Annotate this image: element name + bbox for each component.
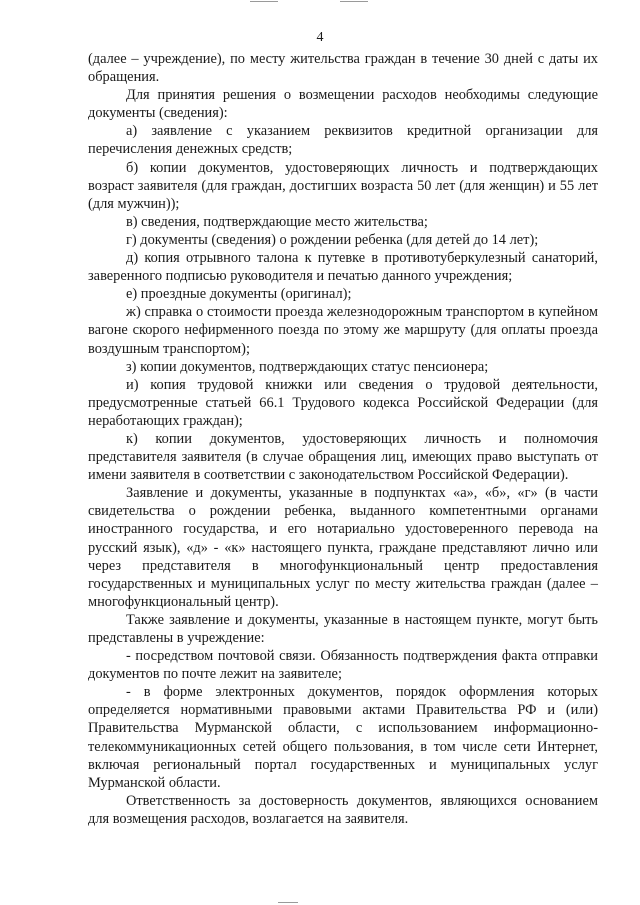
list-item-a: а) заявление с указанием реквизитов кредитной организации для перечисления денежных средств; bbox=[88, 123, 598, 158]
list-item-zh: ж) справка о стоимости проезда железнодорожным транспортом в купейном вагоне скорого нефирменного поезда по этому же маршруту (для оплаты проезда воздушным транспортом); bbox=[88, 304, 598, 357]
list-item-v: в) сведения, подтверждающие место жительства; bbox=[126, 213, 428, 230]
paragraph-responsibility: Ответственность за достоверность документов, являющихся основанием для возмещения расходов, возлагается на заявителя. bbox=[88, 792, 598, 827]
list-item-i: и) копия трудовой книжки или сведения о трудовой деятельности, предусмотренные статьей 66.1 Трудового кодекса Российской Федерации (для неработающих граждан); bbox=[88, 376, 598, 429]
list-item-d: д) копия отрывного талона к путевке в противотуберкулезный санаторий, заверенного подписью руководителя и печатью данного учреждения; bbox=[88, 250, 598, 285]
page-number: 4 bbox=[316, 30, 324, 45]
document-body bbox=[88, 50, 598, 828]
paragraph-submission-mfc: Заявление и документы, указанные в подпунктах «а», «б», «г» (в части свидетельства о рождении ребенка, выданного компетентными органами иностранного государства, и его нотариально удостоверенного перевода на русский язык), «д» - «к» настоящего пункта, граждане представляют лично или через представителя в многофункциональный центр предоставления государственных и муниципальных услуг по месту жительства граждан (далее – многофункциональный центр). bbox=[88, 485, 598, 610]
list-item-postal: - посредством почтовой связи. Обязанность подтверждения факта отправки документов по почте лежит на заявителе; bbox=[88, 648, 598, 683]
paragraph-continuation: (далее – учреждение), по месту жительства граждан в течение 30 дней с даты их обращения. bbox=[88, 51, 598, 86]
paragraph-documents-intro: Для принятия решения о возмещении расходов необходимы следующие документы (сведения): bbox=[88, 87, 598, 122]
scan-edge-mark bbox=[250, 1, 278, 2]
list-item-z: з) копии документов, подтверждающих статус пенсионера; bbox=[126, 358, 489, 375]
paragraph-submission-institution: Также заявление и документы, указанные в настоящем пункте, могут быть представлены в учреждение: bbox=[88, 611, 598, 646]
scan-edge-mark bbox=[278, 902, 298, 903]
list-item-k: к) копии документов, удостоверяющих личность и полномочия представителя заявителя (в случае обращения лиц, имеющих право выступать от имени заявителя в соответствии с законодательством Российской Федерации). bbox=[88, 430, 598, 484]
list-item-e: е) проездные документы (оригинал); bbox=[126, 286, 352, 303]
list-item-g: г) документы (сведения) о рождении ребенка (для детей до 14 лет); bbox=[126, 231, 539, 248]
list-item-electronic: - в форме электронных документов, порядок оформления которых определяется нормативными правовыми актами Правительства РФ и (или) Правительства Мурманской области, с использованием информационно-телекоммуникационных сетей общего пользования, в том числе сети Интернет, включая региональный портал государственных и муниципальных услуг Мурманской области. bbox=[88, 684, 598, 791]
list-item-b: б) копии документов, удостоверяющих личность и подтверждающих возраст заявителя (для граждан, достигших возраста 50 лет (для женщин) и 55 лет (для мужчин)); bbox=[88, 159, 598, 212]
scan-edge-mark bbox=[340, 1, 368, 2]
